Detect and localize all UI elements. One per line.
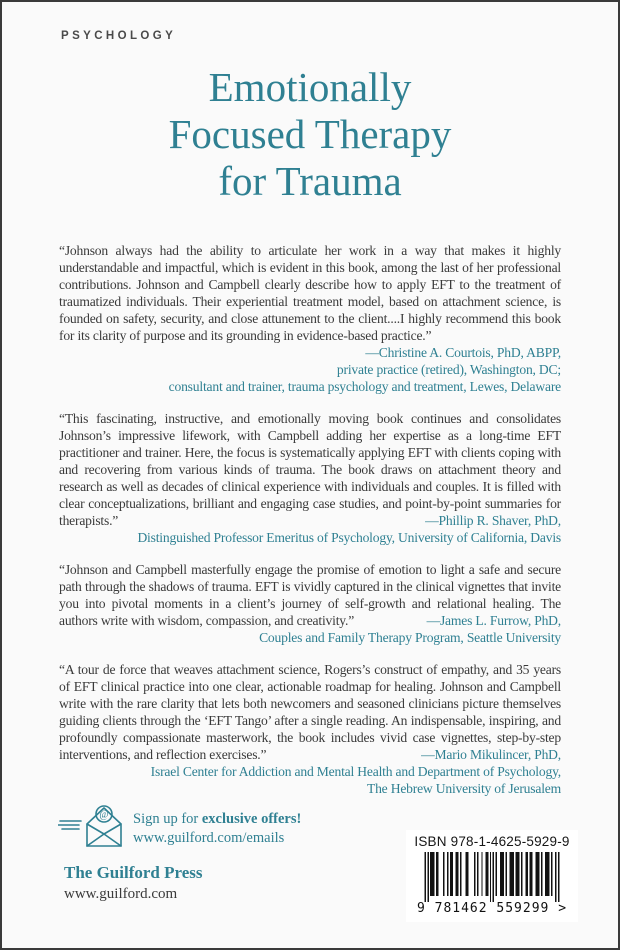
publisher-name: The Guilford Press: [64, 863, 203, 882]
publisher-block: [64, 862, 203, 905]
quote-block: [59, 661, 561, 797]
quote-block: [59, 410, 561, 546]
book-title-line: Focused Therapy: [168, 111, 452, 157]
quote-body: “This fascinating, instructive, and emotionally moving book continues and consolidates Johnson’s impressive lifework, with Campbell adding her expertise as a long-time EFT practitioner and trainer. Here, the focus is systematically applying EFT with clients coping with and recovering from various kinds of trauma. The book draws on attachment theory and research as well as decades of clinical experience with individuals and couples. It is filled with clear conceptualizations, brilliant and engaging case studies, and point-by-point summaries for therapists.”: [59, 411, 561, 528]
isbn-label: ISBN 978-1-4625-5929-9: [414, 834, 570, 849]
category-label: PSYCHOLOGY: [61, 30, 177, 42]
quote-block: [59, 561, 561, 646]
endorsement-quotes: [59, 242, 561, 812]
quote-body: “Johnson and Campbell masterfully engage the promise of emotion to light a safe and secure path through the shadows of trauma. EFT is vividly captured in the clinical vignettes that invite you into pivotal moments in a client’s journey of self-growth and relational healing. The authors write with wisdom, compassion, and creativity.”: [59, 562, 561, 628]
quote-text: [59, 242, 561, 361]
book-title-line: Emotionally: [208, 64, 412, 110]
quote-block: [59, 242, 561, 395]
signup-offer-bold: exclusive offers!: [201, 810, 302, 827]
attribution-name: —Christine A. Courtois, PhD, ABPP,: [365, 345, 561, 360]
attribution-name: —James L. Furrow, PhD,: [426, 613, 561, 628]
attribution-name: —Mario Mikulincer, PhD,: [421, 747, 561, 762]
quote-text: [59, 661, 561, 763]
attribution-affiliation: private practice (retired), Washington, DC;: [336, 362, 561, 377]
signup-url: www.guilford.com/emails: [133, 829, 285, 846]
quote-body: “Johnson always had the ability to articulate her work in a way that makes it highly understandable and impactful, which is evident in this book, among the last of her professional contributions. Johnson and Campbell clearly describe how to apply EFT to the treatment of traumatized individuals. Their experiential treatment model, based on attachment science, is founded on safety, security, and close attunement to the client....I highly recommend this book for its clarity of purpose and its grounding in evidence-based practice.”: [59, 243, 561, 343]
book-title: [2, 64, 618, 205]
book-title-line: for Trauma: [218, 158, 402, 204]
attribution-name: —Phillip R. Shaver, PhD,: [425, 513, 561, 528]
svg-text:@: @: [99, 809, 109, 821]
isbn-barcode-block: [406, 830, 578, 922]
barcode-digits: 9 781462 559299 >: [416, 901, 568, 916]
publisher-website: www.guilford.com: [64, 886, 178, 902]
signup-offer-text: [133, 810, 301, 848]
quote-body: “A tour de force that weaves attachment science, Rogers’s construct of empathy, and 35 years of EFT clinical practice into one clear, actionable roadmap for healing. Johnson and Campbell write with the rare clarity that lets both newcomers and seasoned clinicians picture themselves guiding clients through the ‘EFT Tango’ after a single reading. An indispensable, inspiring, and profoundly compassionate masterwork, the book includes vivid case vignettes, step-by-step interventions, and reflection exercises.”: [59, 662, 561, 762]
email-signup: [58, 802, 301, 855]
attribution-affiliation: consultant and trainer, trauma psychology and treatment, Lewes, Delaware: [168, 379, 561, 394]
signup-offer-prefix: Sign up for: [133, 810, 202, 827]
attribution-affiliation: Israel Center for Addiction and Mental Health and Department of Psychology,: [150, 764, 561, 779]
envelope-at-icon: [58, 802, 124, 855]
barcode: [423, 852, 561, 902]
quote-text: [59, 410, 561, 529]
quote-text: [59, 561, 561, 629]
attribution-affiliation: The Hebrew University of Jerusalem: [366, 781, 561, 796]
attribution-affiliation: Distinguished Professor Emeritus of Psychology, University of California, Davis: [137, 530, 561, 545]
attribution-affiliation: Couples and Family Therapy Program, Seattle University: [259, 630, 561, 645]
